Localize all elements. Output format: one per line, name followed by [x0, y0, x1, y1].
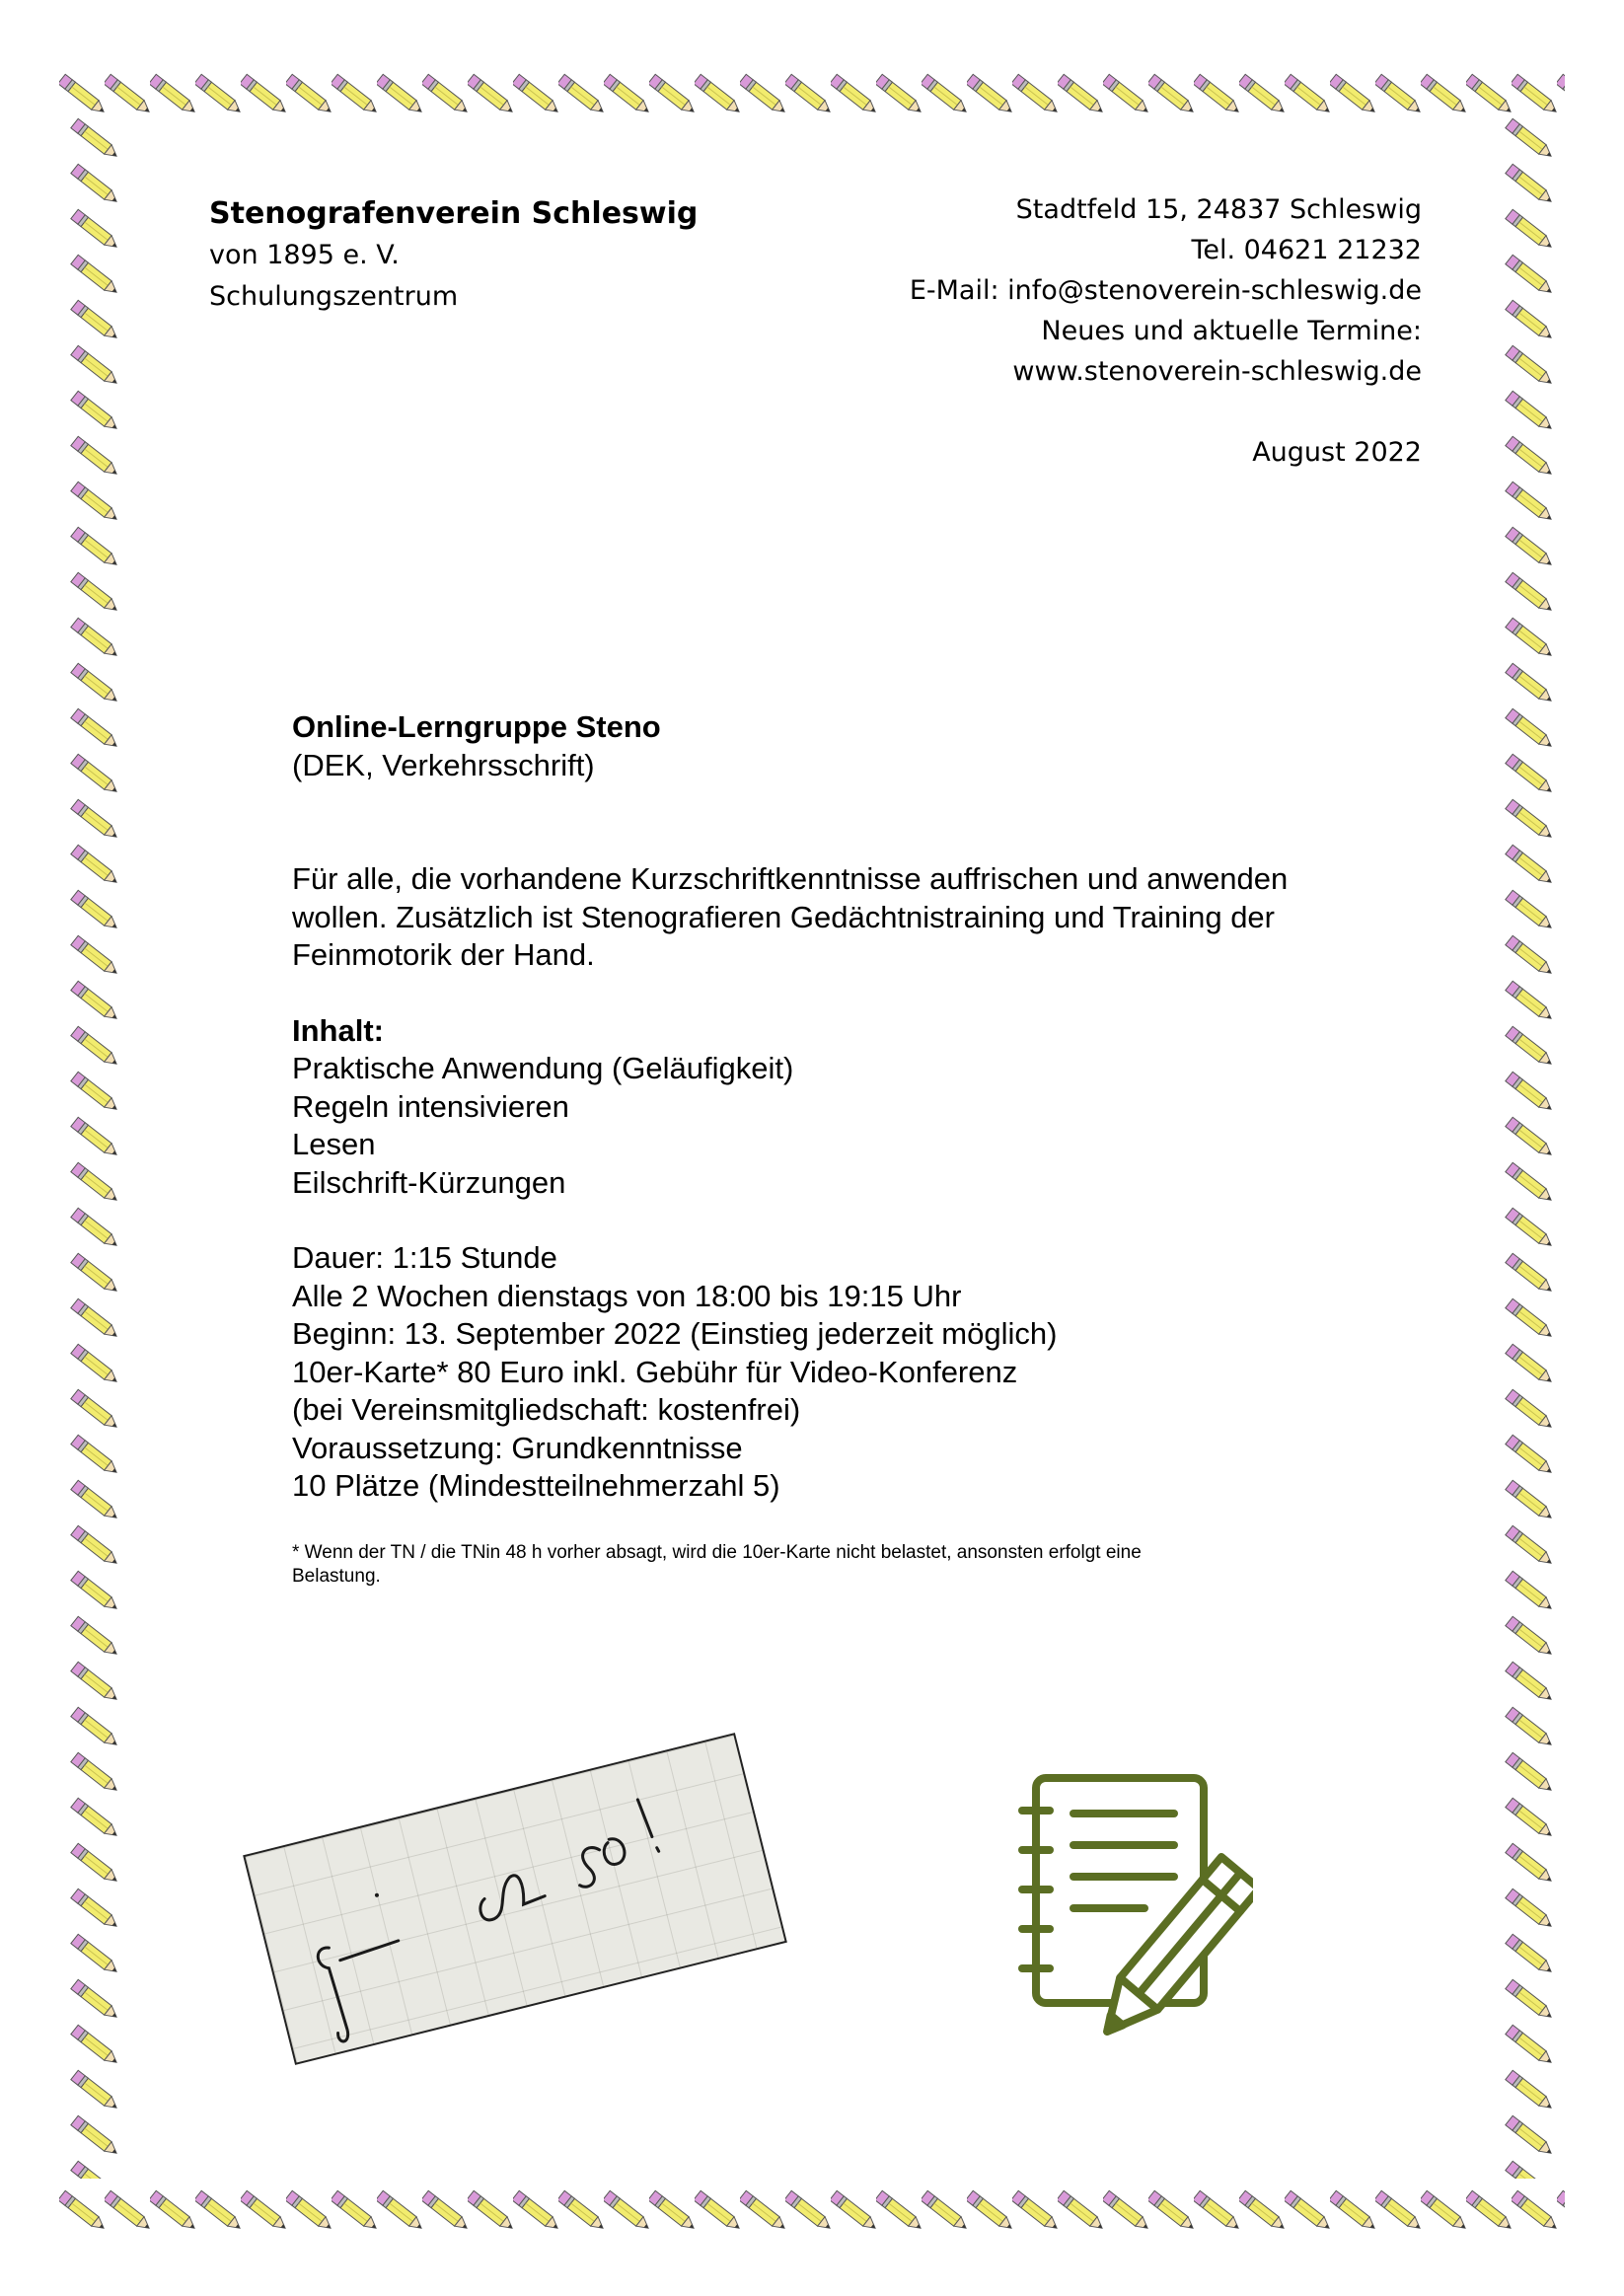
content-list	[292, 1050, 1407, 1202]
pencil-border-left	[59, 116, 130, 2179]
course-details	[292, 1239, 1407, 1506]
list-item: Regeln intensivieren	[292, 1088, 569, 1124]
course-subtitle: (DEK, Verkehrsschrift)	[292, 747, 595, 782]
footnote-line: * Wenn der TN / die TNin 48 h vorher absagt, wird die 10er-Karte nicht belastet, ansonsten erfolgt eine	[292, 1541, 1142, 1563]
course-title: Online-Lerngruppe Steno	[292, 709, 661, 744]
main-content	[292, 708, 1407, 1589]
footnote-line: Belastung.	[292, 1565, 381, 1587]
pencil-border-bottom	[59, 2176, 1565, 2247]
letterhead-contact	[910, 189, 1422, 473]
list-item: Eilschrift-Kürzungen	[292, 1164, 566, 1200]
website-link[interactable]: www.stenoverein-schleswig.de	[1012, 356, 1422, 387]
detail-line: Beginn: 13. September 2022 (Einstieg jederzeit möglich)	[292, 1316, 1058, 1351]
detail-line: Voraussetzung: Grundkenntnisse	[292, 1430, 743, 1465]
intro-line: Feinmotorik der Hand.	[292, 937, 595, 972]
pencil-border-right	[1494, 116, 1565, 2179]
intro-line: Für alle, die vorhandene Kurzschriftkenntnisse auffrischen und anwenden	[292, 861, 1289, 896]
steno-handwriting-photo	[243, 1733, 787, 2065]
org-subtitle: Schulungszentrum	[209, 281, 459, 312]
list-item: Praktische Anwendung (Geläufigkeit)	[292, 1051, 794, 1085]
notepad-pencil-icon	[1016, 1766, 1253, 2067]
detail-line: 10 Plätze (Mindestteilnehmerzahl 5)	[292, 1468, 780, 1503]
news-label: Neues und aktuelle Termine:	[1041, 316, 1422, 346]
intro-paragraph	[292, 860, 1407, 975]
detail-line: 10er-Karte* 80 Euro inkl. Gebühr für Video-Konferenz	[292, 1354, 1018, 1389]
pencil-border-top	[59, 59, 1565, 130]
org-founding: von 1895 e. V.	[209, 240, 400, 270]
detail-line: Alle 2 Wochen dienstags von 18:00 bis 19:15 Uhr	[292, 1278, 962, 1313]
letter-date: August 2022	[1252, 437, 1422, 468]
phone: Tel. 04621 21232	[1191, 235, 1422, 265]
detail-line: Dauer: 1:15 Stunde	[292, 1240, 557, 1275]
content-section-title: Inhalt:	[292, 1012, 384, 1048]
org-name: Stenografenverein Schleswig	[209, 196, 699, 231]
footnote	[292, 1541, 1407, 1589]
address: Stadtfeld 15, 24837 Schleswig	[1015, 194, 1422, 225]
intro-line: wollen. Zusätzlich ist Stenografieren Gedächtnistraining und Training der	[292, 899, 1275, 934]
detail-line: (bei Vereinsmitgliedschaft: kostenfrei)	[292, 1392, 801, 1427]
list-item: Lesen	[292, 1127, 376, 1161]
email[interactable]: E-Mail: info@stenoverein-schleswig.de	[909, 275, 1422, 306]
letterhead-left	[209, 193, 698, 318]
